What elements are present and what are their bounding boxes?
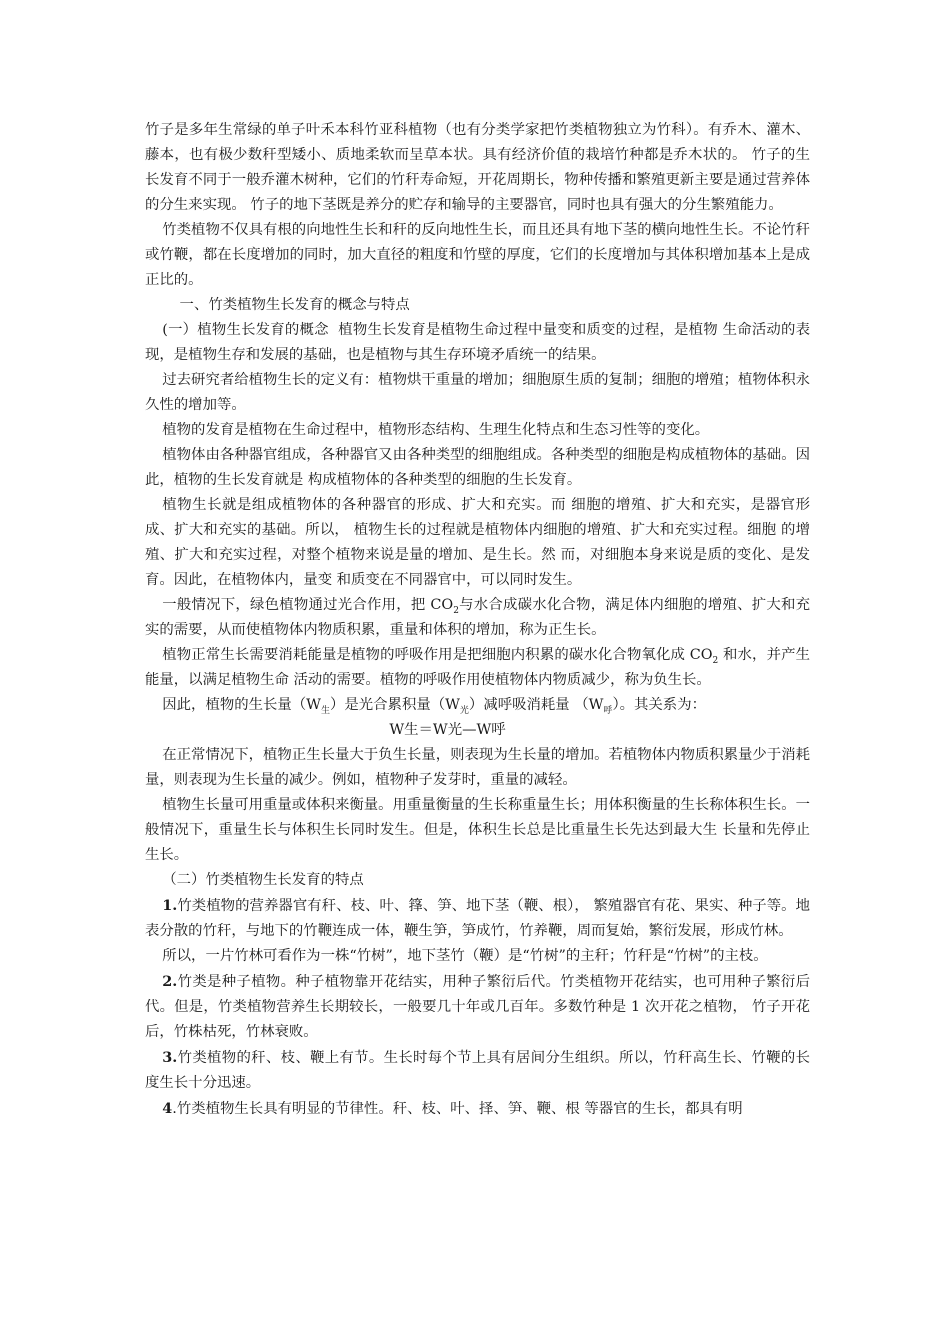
paragraph-development-definition: 植物的发育是植物在生命过程中，植物形态结构、生理生化特点和生态习性等的变化。 bbox=[162, 422, 710, 438]
respiration-text-a: 植物正常生长需要消耗能量是植物的呼吸作用是把细胞内积累的碳水化合物氧化成 CO bbox=[162, 647, 713, 663]
document-body bbox=[145, 118, 810, 1122]
list-number-3: 3. bbox=[162, 1049, 178, 1066]
paragraph-bamboo-tree-note: 所以，一片竹林可看作为一株“竹树”，地下茎竹（鞭）是“竹树”的主秆；竹秆是“竹树”的主枝。 bbox=[162, 948, 768, 964]
photosynthesis-text-b: 与水合成碳水化合物，满足体内细胞的增殖、扩大和充实的需要，从而使植物体内物质积累，重量和体积的增加，称为正生长。 bbox=[145, 597, 810, 638]
respiration-text-b: 和水，并产生能量，以满足植物生命 活动的需要。植物的呼吸作用使植物体内物质减少，称为负生长。 bbox=[145, 647, 810, 688]
list-number-1: 1. bbox=[162, 897, 178, 914]
paragraph-intro-1: 竹子是多年生常绿的单子叶禾本科竹亚科植物（也有分类学家把竹类植物独立为竹科）。有乔木、灌木、藤本，也有极少数秆型矮小、质地柔软而呈草本状。具有经济价值的栽培竹种都是乔木状的。 竹子的生长发育不同于一般乔灌木树种，它们的竹秆寿命短，开花周期长，物种传播和繁殖更新主要是通过营养体的分生来实现。 竹子的地下茎既是养分的贮存和输导的主要器官，同时也具有强大的分生繁殖能力。 bbox=[145, 122, 810, 213]
paragraph-normal-condition: 在正常情况下，植物正生长量大于负生长量，则表现为生长量的增加。若植物体内物质积累量少于消耗量，则表现为生长量的减少。例如，植物种子发芽时，重量的减轻。 bbox=[145, 747, 810, 788]
list-item-4 bbox=[145, 1096, 810, 1122]
section-heading-1: 一、竹类植物生长发育的概念与特点 bbox=[179, 297, 410, 313]
co2-subscript: 2 bbox=[453, 606, 459, 616]
list-item-1 bbox=[145, 893, 810, 944]
list-item-3 bbox=[145, 1045, 810, 1096]
list-item-2 bbox=[145, 969, 810, 1045]
list-number-4: 4 bbox=[162, 1100, 173, 1117]
formula-text-c: ）减呼吸消耗量 （W bbox=[468, 697, 604, 713]
formula-text-a: 因此，植物的生长量（W bbox=[162, 697, 321, 713]
paragraph-growth-definition: 过去研究者给植物生长的定义有：植物烘干重量的增加；细胞原生质的复制；细胞的增殖；植物体积永久性的增加等。 bbox=[145, 372, 810, 413]
paragraph-concept bbox=[145, 318, 810, 368]
formula-text-b: ）是光合累积量（W bbox=[329, 697, 460, 713]
list-text-3: 竹类植物的秆、枝、鞭上有节。生长时每个节上具有居间分生组织。所以，竹秆高生长、竹鞭的长度生长十分迅速。 bbox=[145, 1050, 810, 1091]
section-heading-2: （二）竹类植物生长发育的特点 bbox=[162, 872, 364, 888]
list-text-1: 竹类植物的营养器官有秆、枝、叶、箨、笋、地下茎（鞭、根）， 繁殖器官有花、果实、种子等。地表分散的竹秆，与地下的竹鞭连成一体，鞭生笋，笋成竹，竹养鞭，周而复始，繁衍发展，形成竹林。 bbox=[145, 898, 810, 939]
formula-line: W生＝W光—W呼 bbox=[389, 722, 506, 738]
subheading-concept: (一）植物生长发育的概念 bbox=[162, 322, 329, 338]
photosynthesis-text-a: 一般情况下，绿色植物通过光合作用，把 CO bbox=[162, 597, 454, 613]
list-number-2: 2. bbox=[162, 973, 178, 990]
paragraph-photosynthesis bbox=[145, 593, 810, 643]
paragraph-respiration bbox=[145, 643, 810, 693]
formula-text-d: ）。其关系为： bbox=[612, 697, 706, 713]
paragraph-measurement: 植物生长量可用重量或体积来衡量。用重量衡量的生长称重量生长；用体积衡量的生长称体积生长。一般情况下，重量生长与体积生长同时发生。但是，体积生长总是比重量生长先达到最大生 长量和先停止生长。 bbox=[145, 797, 810, 863]
formula-subscript-respiration: 呼 bbox=[603, 706, 613, 716]
paragraph-cells: 植物生长就是组成植物体的各种器官的形成、扩大和充实。而 细胞的增殖、扩大和充实，是器官形成、扩大和充实的基础。所以， 植物生长的过程就是植物体内细胞的增殖、扩大和充实过程。细胞 的增殖、扩大和充实过程，对整个植物来说是量的增加、是生长。然 而，对细胞本身来说是质的变化、是发育。因此，在植物体内，量变 和质变在不同器官中，可以同时发生。 bbox=[145, 497, 810, 588]
paragraph-intro-2: 竹类植物不仅具有根的向地性生长和秆的反向地性生长，而且还具有地下茎的横向地性生长。不论竹秆或竹鞭，都在长度增加的同时，加大直径的粗度和竹壁的厚度，它们的长度增加与其体积增加基本上是成正比的。 bbox=[145, 222, 810, 288]
paragraph-formula-intro bbox=[145, 693, 810, 718]
concept-text: 植物生长发育是植物生命过程中量变和质变的过程，是植物 生命活动的表现，是植物生存和发展的基础，也是植物与其生存环境矛盾统一的结果。 bbox=[145, 322, 811, 363]
list-text-2: 竹类是种子植物。种子植物靠开花结实，用种子繁衍后代。竹类植物开花结实，也可用种子繁衍后代。但是，竹类植物营养生长期较长，一般要几十年或几百年。多数竹种是 1 次开花之植物， 竹子开花后，竹株枯死，竹林衰败。 bbox=[145, 974, 810, 1040]
list-text-4: .竹类植物生长具有明显的节律性。秆、枝、叶、择、笋、鞭、根 等器官的生长，都具有明 bbox=[172, 1101, 743, 1117]
co2-subscript: 2 bbox=[712, 656, 719, 666]
paragraph-organs: 植物体由各种器官组成，各种器官又由各种类型的细胞组成。各种类型的细胞是构成植物体的基础。因此，植物的生长发育就是 构成植物体的各种类型的细胞的生长发育。 bbox=[145, 447, 810, 488]
formula-subscript-growth: 生 bbox=[320, 706, 330, 716]
formula-subscript-light: 光 bbox=[459, 706, 469, 716]
